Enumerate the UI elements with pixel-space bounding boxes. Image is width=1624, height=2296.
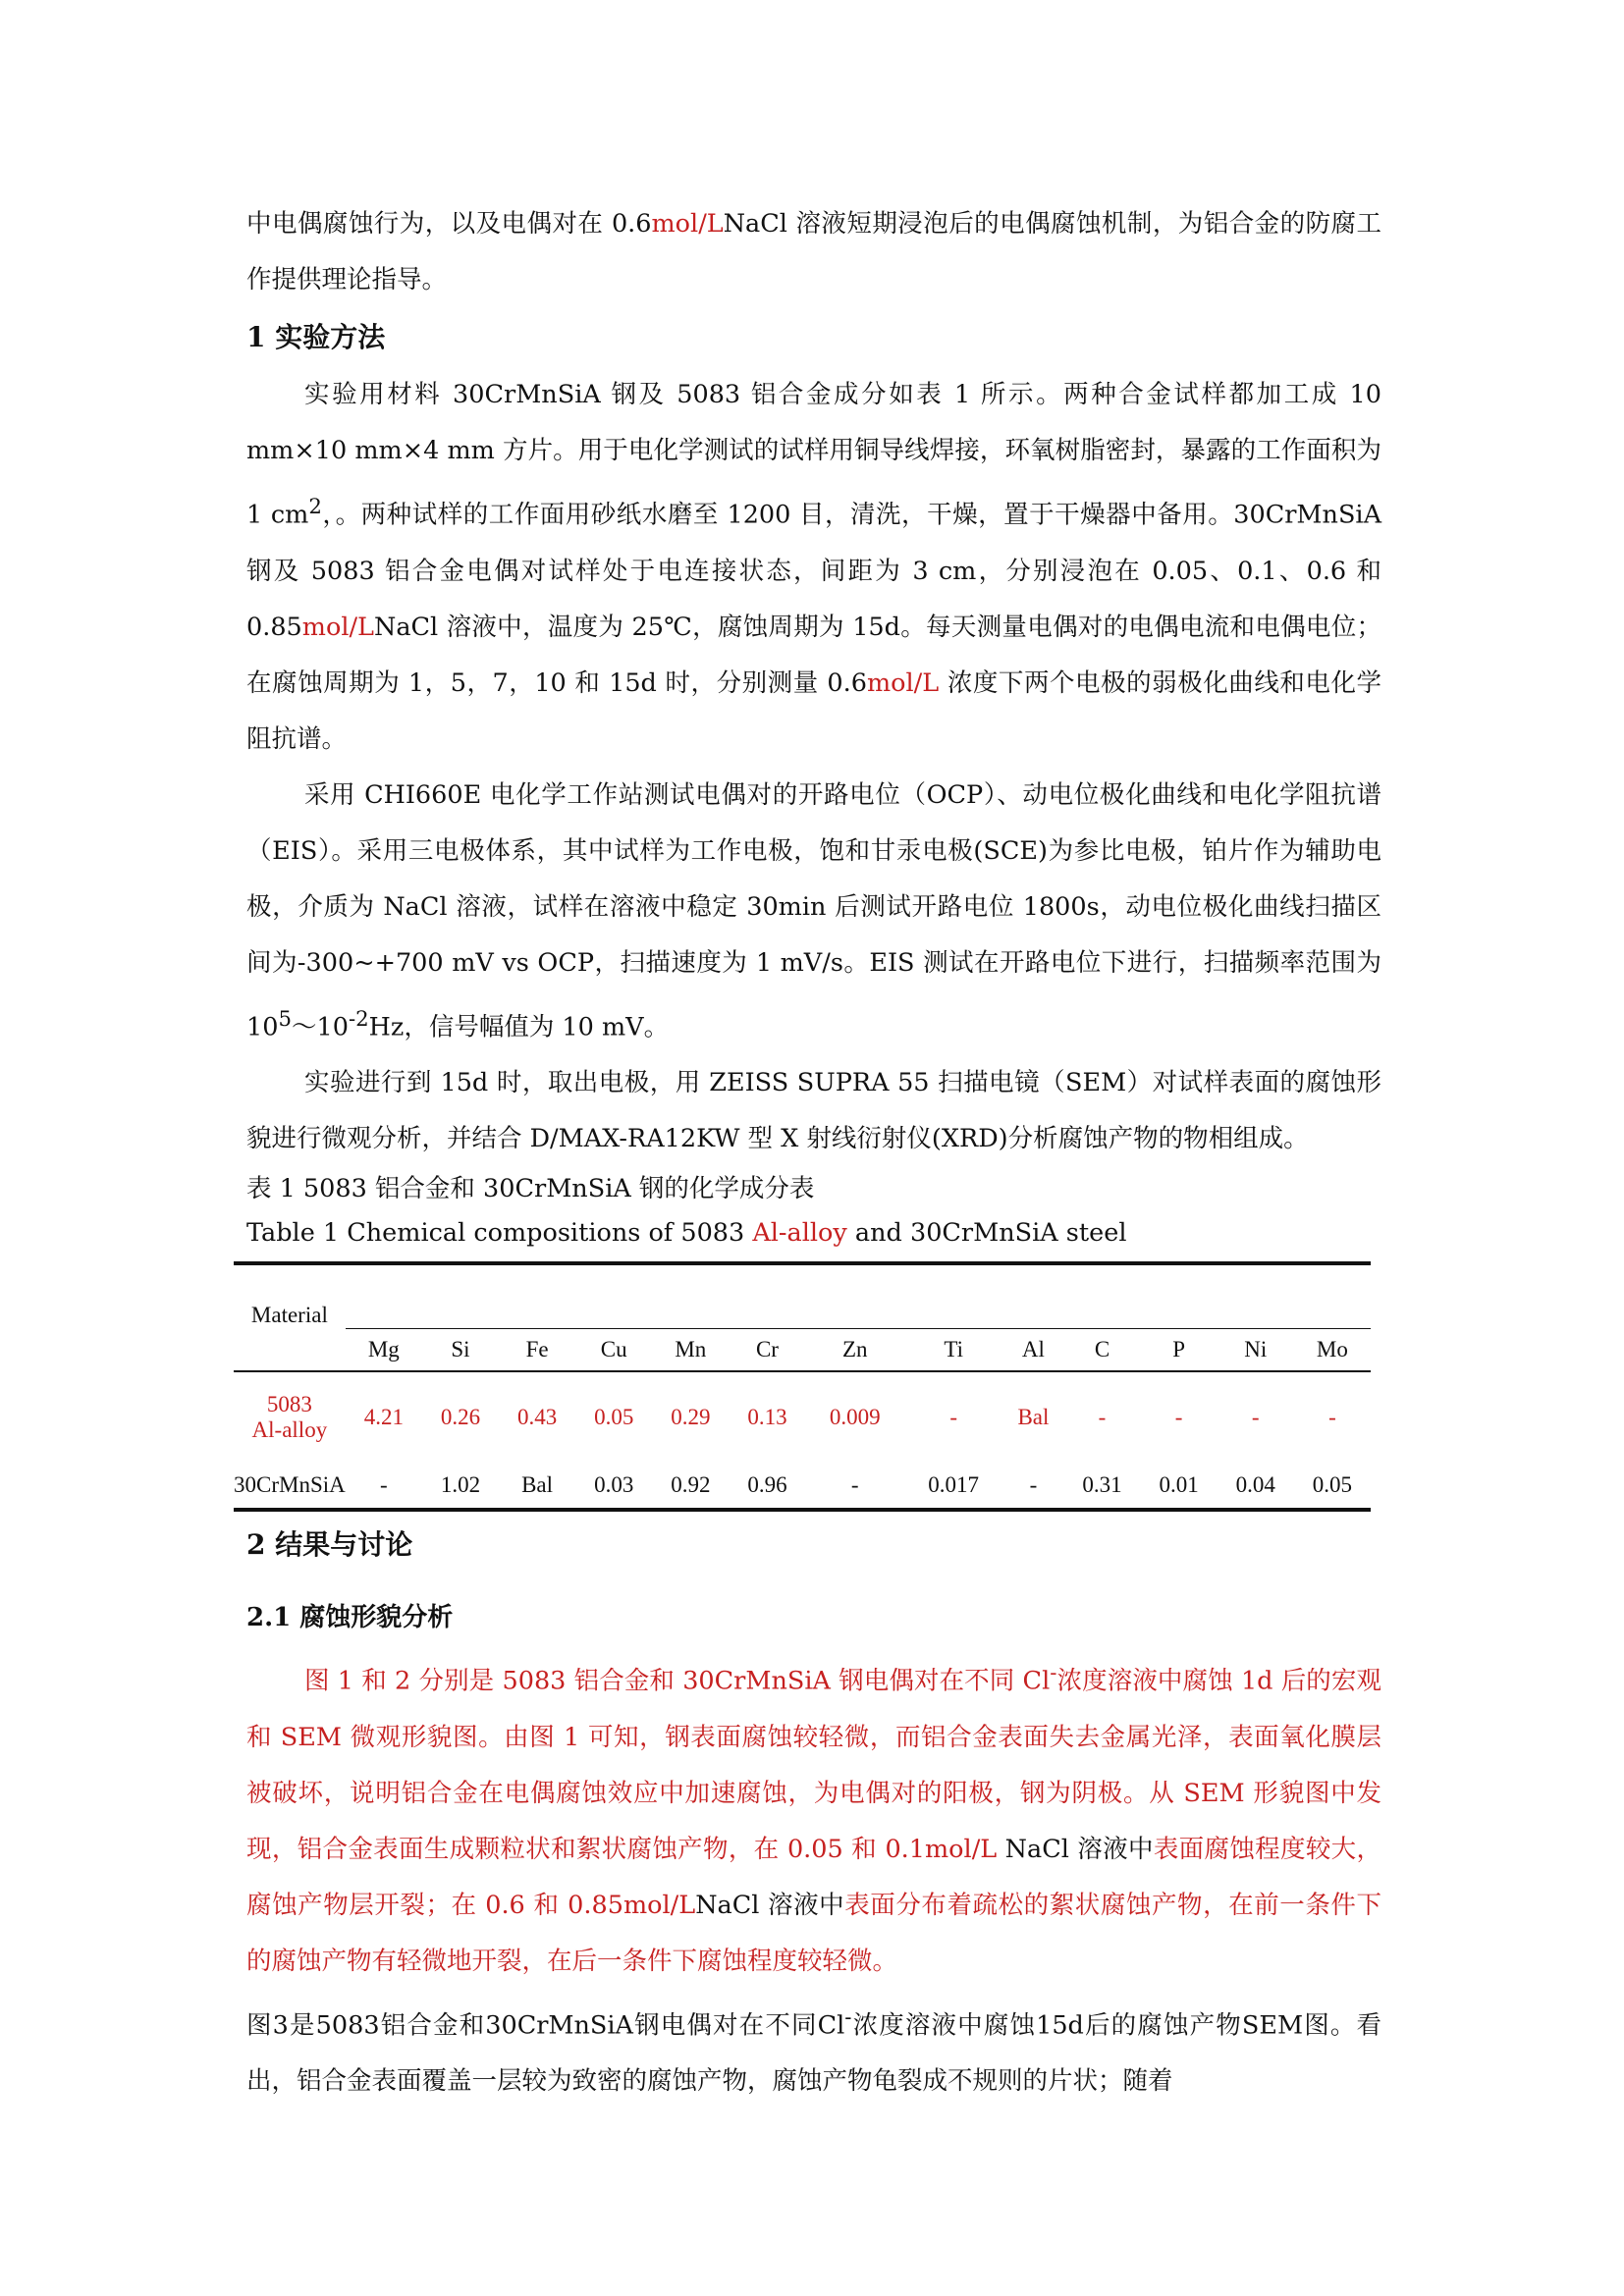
- material-name: 30CrMnSiA: [234, 1472, 346, 1497]
- table-cell: Bal: [1017, 1405, 1050, 1429]
- element-header-row: [234, 1329, 1371, 1372]
- superscript: -2: [348, 1006, 369, 1032]
- table-cell: 0.26: [440, 1405, 481, 1429]
- element-header: Si: [422, 1329, 499, 1372]
- composition-table: [234, 1261, 1371, 1512]
- table-cell: -: [1251, 1405, 1260, 1429]
- results-paragraph-2: [246, 1990, 1381, 2110]
- methods-p1-text-a: 实验用材料 30CrMnSiA 钢及 5083 铝合金成分如表 1 所示。两种合金试样都加工成 10 mm×10 mm×4 mm 方片。用于电化学测试的试样用铜导线焊接，环氧树脂密封，暴露的工作面积为 1 cm: [246, 380, 1381, 530]
- element-header: Fe: [499, 1329, 575, 1372]
- caption-en-text-b: and 30CrMnSiA steel: [846, 1218, 1127, 1248]
- superscript: 2: [308, 495, 322, 519]
- table-cell: 0.92: [652, 1463, 729, 1510]
- results-p2-text-b: 浓度溶液中腐蚀15d后的腐蚀产物SEM图。看出，铝合金表面覆盖一层较为致密的腐蚀产物，腐蚀产物龟裂成不规则的片状；随着: [246, 2010, 1381, 2096]
- table-cell: 4.21: [363, 1405, 404, 1429]
- unit-red: mol/L: [866, 667, 940, 698]
- methods-p1-text-d: 浓度下两个电极的弱极化曲线和电化学阻抗谱。: [246, 667, 1381, 754]
- caption-en-text-a: Table 1 Chemical compositions of 5083: [246, 1218, 753, 1248]
- table-caption-cn: 表 1 5083 铝合金和 30CrMnSiA 钢的化学成分表: [246, 1174, 815, 1203]
- table-cell: 0.03: [575, 1463, 652, 1510]
- table-cell: -: [1328, 1405, 1336, 1429]
- table-cell: 0.04: [1218, 1463, 1294, 1510]
- table-cell: 0.29: [671, 1405, 711, 1429]
- table-cell: 0.13: [747, 1405, 787, 1429]
- table-cell: 0.017: [904, 1463, 1002, 1510]
- table-cell: 0.31: [1063, 1463, 1140, 1510]
- element-header: Zn: [806, 1329, 904, 1372]
- results-red-text: 表面分布着疏松的絮状腐蚀产物，在前一条件下的腐蚀产物有轻微地开裂，在后一条件下腐蚀程度较轻微。: [246, 1890, 1381, 1976]
- table-cell: -: [806, 1463, 904, 1510]
- table-cell: 0.009: [829, 1405, 881, 1429]
- table-cell: 0.01: [1141, 1463, 1218, 1510]
- caption-en-red: Al-alloy: [752, 1218, 847, 1248]
- methods-p1-text-b: ，。两种试样的工作面用砂纸水磨至 1200 目，清洗，干燥，置于干燥器中备用。30CrMnSiA 钢及 5083 铝合金电偶对试样处于电连接状态，间距为 3 cm，分别浸泡在 0.05、0.1、0.6 和 0.85: [246, 500, 1381, 642]
- table-cell: 0.05: [1294, 1463, 1371, 1510]
- methods-p2-text-a: 采用 CHI660E 电化学工作站测试电偶对的开路电位（OCP）、动电位极化曲线和电化学阻抗谱（EIS）。采用三电极体系，其中试样为工作电极，饱和甘汞电极(SCE)为参比电极，铂片作为辅助电极，介质为 NaCl 溶液，试样在溶液中稳定 30min 后测试开路电位 1800s，动电位极化曲线扫描区间为-300~+700 mV vs OCP，扫描速度为 1 mV/s。EIS 测试在开路电位下进行，扫描频率范围为 10: [246, 779, 1381, 1041]
- element-header: Mo: [1294, 1329, 1371, 1372]
- methods-p2-text-c: Hz，信号幅值为 10 mV。: [368, 1012, 670, 1041]
- results-p2-text-a: 图3是5083铝合金和30CrMnSiA钢电偶对在不同Cl: [246, 2010, 845, 2040]
- section-2-1-heading: 2.1 腐蚀形貌分析: [246, 1603, 454, 1632]
- table-cell: 0.96: [729, 1463, 805, 1510]
- results-black-text: NaCl 溶液中: [997, 1834, 1154, 1864]
- intro-text-2: NaCl 溶液短期浸泡后的电偶腐蚀机制，为铝合金的防腐工作提供理论指导。: [246, 209, 1381, 294]
- section-2-heading: 2 结果与讨论: [246, 1528, 413, 1561]
- table-cell: -: [346, 1463, 422, 1510]
- intro-text-1: 中电偶腐蚀行为，以及电偶对在 0.6: [246, 209, 652, 239]
- material-name: 5083: [266, 1392, 312, 1416]
- material-name-line2: Al-alloy: [251, 1417, 328, 1442]
- results-red-text: 表面腐蚀程度较大，腐蚀产物层开裂；在 0.6 和 0.85mol/L: [246, 1834, 1381, 1920]
- superscript: 5: [278, 1006, 292, 1032]
- element-header: Mg: [346, 1329, 422, 1372]
- methods-p1-text-c: NaCl 溶液中，温度为 25℃，腐蚀周期为 15d。每天测量电偶对的电偶电流和电偶电位；在腐蚀周期为 1，5，7，10 和 15d 时，分别测量 0.6: [246, 612, 1381, 698]
- element-header: Ti: [904, 1329, 1002, 1372]
- table-cell: Bal: [499, 1463, 575, 1510]
- results-red-text: 浓度溶液中腐蚀 1d 后的宏观和 SEM 微观形貌图。由图 1 可知，钢表面腐蚀较轻微，而铝合金表面失去金属光泽，表面氧化膜层被破坏，说明铝合金在电偶腐蚀效应中加速腐蚀，为电偶对的阳极，钢为阴极。从 SEM 形貌图中发现，铝合金表面生成颗粒状和絮状腐蚀产物，在 0.05 和 0.1mol/L: [246, 1666, 1382, 1864]
- element-header: Cr: [729, 1329, 805, 1372]
- results-paragraph-1: [246, 1645, 1381, 1990]
- table-cell: -: [1002, 1463, 1063, 1510]
- table-cell: -: [1174, 1405, 1183, 1429]
- element-header: Al: [1002, 1329, 1063, 1372]
- methods-paragraph-2: [246, 768, 1381, 1056]
- table-caption-en: [246, 1211, 1381, 1255]
- element-header: C: [1063, 1329, 1140, 1372]
- material-cell: [234, 1463, 346, 1510]
- methods-p2-text-b: ～10: [291, 1012, 349, 1041]
- methods-paragraph-1: [246, 367, 1381, 768]
- unit-red: mol/L: [301, 612, 374, 642]
- superscript: -: [1050, 1661, 1057, 1685]
- element-header: Ni: [1218, 1329, 1294, 1372]
- superscript: -: [844, 2004, 852, 2030]
- table-row: [234, 1463, 1371, 1510]
- results-red-text: 图 1 和 2 分别是 5083 铝合金和 30CrMnSiA 钢电偶对在不同 Cl: [304, 1666, 1051, 1696]
- page-content: [234, 196, 1382, 2109]
- material-cell: [234, 1371, 346, 1463]
- intro-unit-red: mol/L: [651, 209, 724, 239]
- table-body: [234, 1371, 1371, 1510]
- element-header: P: [1141, 1329, 1218, 1372]
- table-cell: -: [1098, 1405, 1107, 1429]
- table-cell: 1.02: [422, 1463, 499, 1510]
- table-row: [234, 1371, 1371, 1463]
- material-header: Material: [234, 1263, 346, 1371]
- intro-paragraph: [246, 196, 1381, 308]
- element-header: Mn: [652, 1329, 729, 1372]
- element-group-header: [346, 1263, 1371, 1329]
- table-cell: 0.43: [516, 1405, 558, 1429]
- section-1-heading: 1 实验方法: [246, 321, 386, 353]
- table-cell: 0.05: [594, 1405, 634, 1429]
- results-black-text: NaCl 溶液中: [695, 1890, 845, 1920]
- element-header: Cu: [575, 1329, 652, 1372]
- table-cell: -: [949, 1405, 958, 1429]
- methods-paragraph-3: 实验进行到 15d 时，取出电极，用 ZEISS SUPRA 55 扫描电镜（SEM）对试样表面的腐蚀形貌进行微观分析，并结合 D/MAX-RA12KW 型 X 射线衍射仪(XRD)分析腐蚀产物的物相组成。: [246, 1068, 1381, 1153]
